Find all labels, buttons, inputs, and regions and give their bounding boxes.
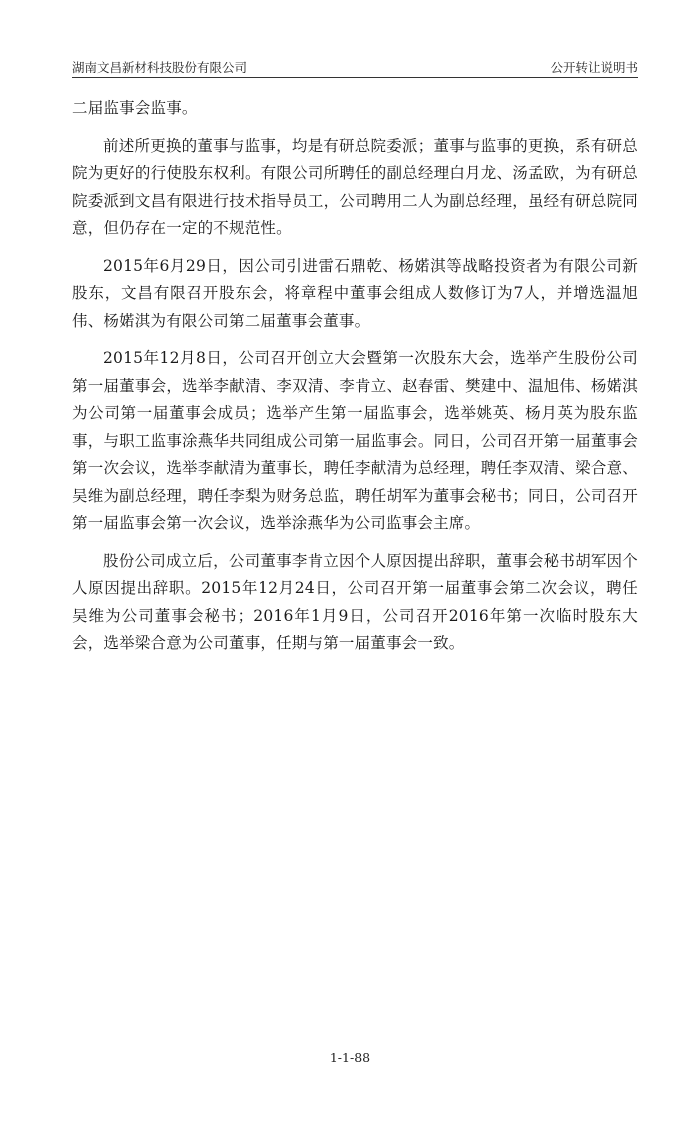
paragraph-2015-12-08: 2015年12月8日，公司召开创立大会暨第一次股东大会，选举产生股份公司第一届董事会，选举李献清、李双清、李肯立、赵春雷、樊建中、温旭伟、杨婼淇为公司第一届董事会成员；选举产生第一届监事会，选举姚英、杨月英为股东监事，与职工监事涂燕华共同组成公司第一届监事会。同日，公司召开第一届董事会第一次会议，选举李献清为董事长，聘任李献清为总经理，聘任李双清、梁合意、吴维为副总经理，聘任李梨为财务总监，聘任胡军为董事会秘书；同日，公司召开第一届监事会第一次会议，选举涂燕华为公司监事会主席。 — [72, 349, 638, 532]
paragraph-after-establishment: 股份公司成立后，公司董事李肯立因个人原因提出辞职，董事会秘书胡军因个人原因提出辞职。2015年12月24日，公司召开第一届董事会第二次会议，聘任吴维为公司董事会秘书；2016年1月9日，公司召开2016年第一次临时股东大会，选举梁合意为公司董事，任期与第一届董事会一致。 — [72, 551, 638, 652]
document-title: 公开转让说明书 — [550, 60, 638, 75]
document-body — [72, 95, 638, 668]
header-divider — [72, 77, 638, 78]
company-name: 湖南文昌新材科技股份有限公司 — [72, 60, 248, 75]
paragraph-2015-06-29: 2015年6月29日，因公司引进雷石鼎乾、杨婼淇等战略投资者为有限公司新股东，文昌有限召开股东会，将章程中董事会组成人数修订为7人，并增选温旭伟、杨婼淇为有限公司第二届董事会董事。 — [72, 256, 638, 330]
paragraph-director-changes: 前述所更换的董事与监事，均是有研总院委派；董事与监事的更换，系有研总院为更好的行使股东权利。有限公司所聘任的副总经理白月龙、汤孟欧，为有研总院委派到文昌有限进行技术指导员工，公司聘用二人为副总经理，虽经有研总院同意，但仍存在一定的不规范性。 — [72, 136, 638, 237]
page-number: 1-1-88 — [329, 1050, 371, 1065]
page-header — [72, 54, 638, 76]
paragraph-continuation: 二届监事会监事。 — [72, 99, 198, 117]
